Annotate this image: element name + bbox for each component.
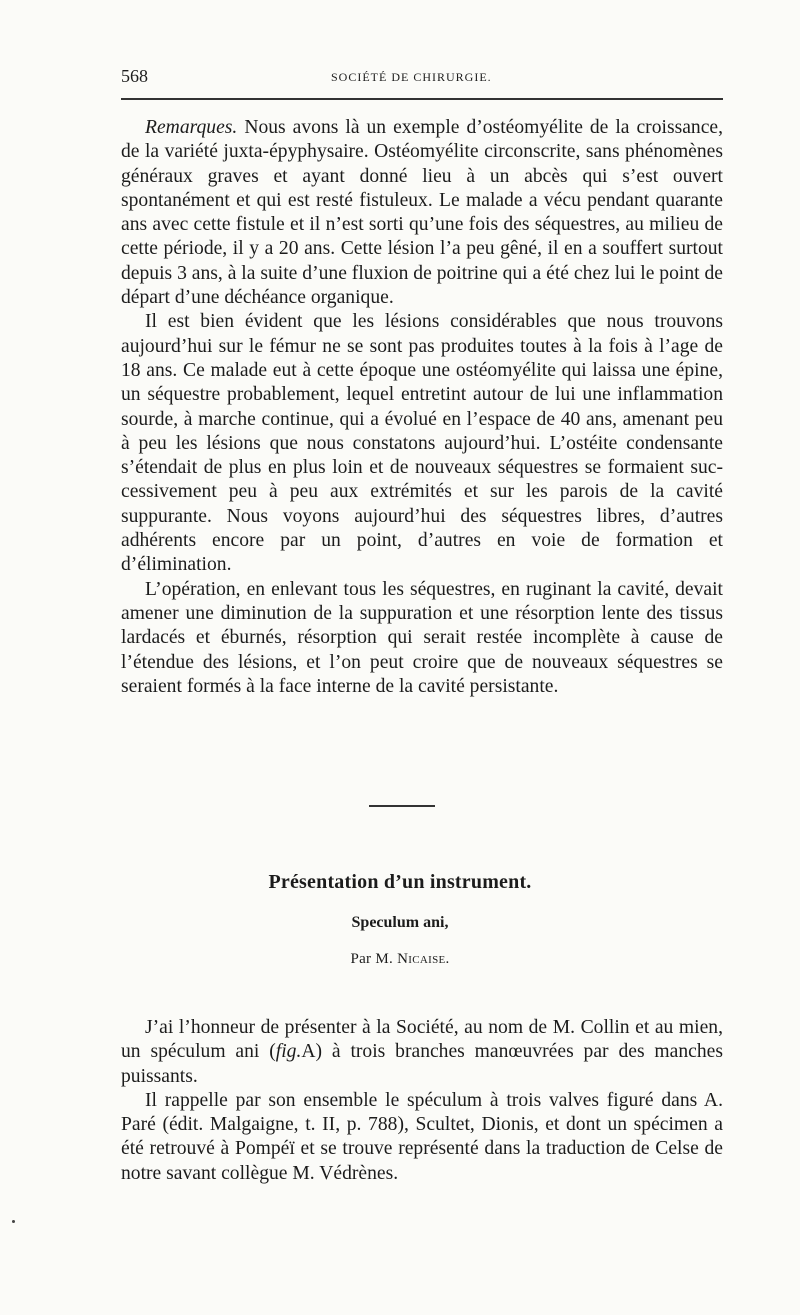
margin-speck	[12, 1220, 15, 1223]
section-subtitle: Speculum ani,	[351, 914, 449, 931]
author-name: Nicaise.	[397, 951, 450, 967]
section-divider	[369, 805, 435, 807]
remarques-paragraph-2: Il est bien évident que les lésions considérables que nous trouvons aujourd’hui sur le fémur ne se sont pas produites toutes à la fois à l’age de 18 ans. Ce malade eut à cette époque une ostéomyélite qui laissa une épine, un séquestre probablement, lequel entretint autour de lui une inflammation sourde, à marche continue, qui a évolué en l’espace de 40 ans, amenant peu à peu les lésions que nous constatons aujourd’hui. L’ostéite condensante s’étendait de plus en plus loin et de nouveaux séquestres se formaient successivement peu à peu aux extrémités et sur les parois de la cavité suppurante. Nous voyons aujourd’hui des séquestres libres, d’autres adhérents encore par un point, d’autres en voie de formation et d’élimination.	[121, 311, 723, 576]
author-prefix: Par M.	[350, 951, 398, 967]
instrument-section	[121, 1016, 723, 1186]
figure-reference: fig.	[275, 1041, 302, 1063]
remarques-lead: Remarques.	[145, 117, 238, 138]
page-number: 568	[121, 66, 148, 86]
remarques-paragraph-1-text: Nous avons là un exemple d’ostéomyélite de la croissance, de la variété juxta-épyphysaire. Ostéomyélite circonscrite, sans phénomènes généraux graves et ayant donné lieu à un abcès qui s’est ouvert spontanément et qui est resté fistuleux. Le malade a vécu pendant quarante ans avec cette fistule et il n’est sorti qu’une fois des séquestres, au milieu de cette période, il y a 20 ans. Cette lésion l’a peu gêné, il en a souffert surtout depuis 3 ans, à la suite d’une fluxion de poitrine qui a été chez lui le point de départ d’une déchéance organique.	[121, 117, 723, 309]
running-head: SOCIÉTÉ DE CHIRURGIE.	[331, 70, 492, 84]
instrument-paragraph-1	[121, 1016, 723, 1089]
remarques-paragraph-1	[121, 116, 723, 310]
instrument-paragraph-1-a: J’ai l’honneur de présenter à la Société, au nom de M. Collin et au mien, un spéculum ani (	[121, 1017, 723, 1063]
section-author	[0, 951, 800, 968]
header-rule	[121, 98, 723, 100]
instrument-paragraph-2: Il rappelle par son ensemble le spéculum à trois valves figuré dans A. Paré (édit. Malgaigne, t. II, p. 788), Scultet, Dionis, et dont un spécimen a été retrouvé à Pompéï et se trouve représenté dans la traduction de Celse de notre savant collègue M. Védrènes.	[121, 1089, 723, 1184]
page-header	[121, 66, 721, 94]
remarques-section	[121, 116, 723, 699]
remarques-paragraph-3: L’opération, en enlevant tous les séquestres, en ruginant la cavité, devait amener une diminution de la suppuration et une résorption lente des tissus lardacés et éburnés, résorption qui serait restée incomplète à cause de l’étendue des lésions, et l’on peut croire que de nouveaux séquestres se seraient formés à la face interne de la cavité persistante.	[121, 578, 723, 697]
section-title: Présentation d’un instrument.	[268, 871, 532, 893]
instrument-paragraph-1-b: A) à trois branches manœuvrées par des manches puissants.	[121, 1041, 723, 1087]
